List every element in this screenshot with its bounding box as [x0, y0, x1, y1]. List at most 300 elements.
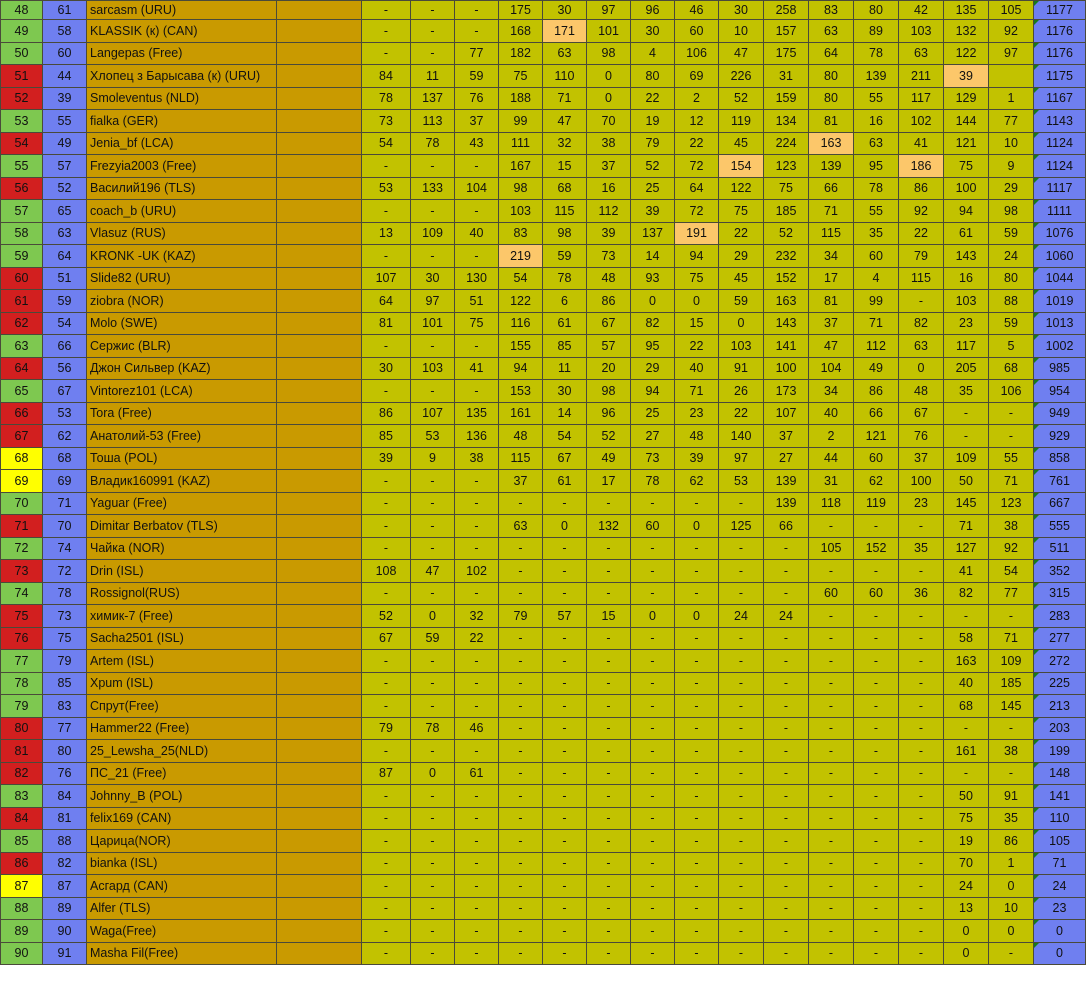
score-cell: -: [411, 200, 455, 223]
score-cell: -: [989, 762, 1034, 785]
player-name-cell: Василий196 (TLS): [87, 177, 277, 200]
player-name-cell: Artem (ISL): [87, 650, 277, 673]
score-cell: 75: [455, 312, 499, 335]
rank-cell: 71: [1, 515, 43, 538]
spacer-cell: [277, 200, 362, 223]
total-score-cell: 24: [1034, 875, 1086, 898]
score-cell: 71: [809, 200, 854, 223]
score-cell: 0: [411, 605, 455, 628]
player-name-cell: Hammer22 (Free): [87, 717, 277, 740]
score-cell: 49: [587, 447, 631, 470]
score-cell: 100: [944, 177, 989, 200]
score-cell: 38: [587, 132, 631, 155]
player-name-cell: Alfer (TLS): [87, 897, 277, 920]
score-cell: 50: [944, 785, 989, 808]
score-cell: 68: [989, 357, 1034, 380]
score-cell: 139: [764, 492, 809, 515]
score-cell: -: [411, 380, 455, 403]
score-cell: 96: [631, 1, 675, 20]
total-score-cell: 277: [1034, 627, 1086, 650]
score-cell: 0: [989, 875, 1034, 898]
spacer-cell: [277, 132, 362, 155]
score-cell: 80: [854, 1, 899, 20]
score-cell: 100: [764, 357, 809, 380]
score-cell: 16: [944, 267, 989, 290]
score-cell: 115: [543, 200, 587, 223]
rank-cell: 69: [1, 470, 43, 493]
score-cell: 41: [899, 132, 944, 155]
previous-rank-cell: 87: [43, 875, 87, 898]
total-score-cell: 225: [1034, 672, 1086, 695]
total-score-cell: 71: [1034, 852, 1086, 875]
score-cell: 64: [675, 177, 719, 200]
score-cell: -: [411, 785, 455, 808]
score-cell: 50: [944, 470, 989, 493]
player-name-cell: KRONK -UK (KAZ): [87, 245, 277, 268]
total-score-cell: 1176: [1034, 42, 1086, 65]
score-cell: -: [675, 582, 719, 605]
score-cell: -: [719, 920, 764, 943]
score-cell: 59: [719, 290, 764, 313]
score-cell: 68: [543, 177, 587, 200]
score-cell: -: [719, 627, 764, 650]
score-cell: -: [989, 402, 1034, 425]
score-cell: 23: [675, 402, 719, 425]
score-cell: 34: [809, 380, 854, 403]
score-cell: -: [362, 380, 411, 403]
score-cell: 103: [899, 20, 944, 43]
score-cell: 108: [362, 560, 411, 583]
score-cell: -: [675, 717, 719, 740]
score-cell: 39: [362, 447, 411, 470]
spacer-cell: [277, 560, 362, 583]
spacer-cell: [277, 807, 362, 830]
score-cell: 35: [944, 380, 989, 403]
score-cell: 16: [854, 110, 899, 133]
score-cell: -: [899, 290, 944, 313]
score-cell: -: [499, 672, 543, 695]
score-cell: -: [455, 200, 499, 223]
score-cell: -: [854, 762, 899, 785]
score-cell: 219: [499, 245, 543, 268]
total-score-cell: 949: [1034, 402, 1086, 425]
score-cell: 76: [455, 87, 499, 110]
previous-rank-cell: 79: [43, 650, 87, 673]
score-cell: -: [719, 830, 764, 853]
table-row: [1, 245, 1086, 268]
total-score-cell: 1044: [1034, 267, 1086, 290]
score-cell: 97: [719, 447, 764, 470]
score-cell: 137: [631, 222, 675, 245]
spacer-cell: [277, 245, 362, 268]
score-cell: 63: [499, 515, 543, 538]
score-cell: -: [411, 695, 455, 718]
score-cell: 59: [455, 65, 499, 88]
table-row: [1, 87, 1086, 110]
table-row: [1, 177, 1086, 200]
score-cell: -: [854, 897, 899, 920]
score-cell: -: [899, 717, 944, 740]
player-name-cell: Masha Fil(Free): [87, 942, 277, 965]
score-cell: -: [362, 852, 411, 875]
score-cell: -: [854, 785, 899, 808]
score-cell: -: [899, 830, 944, 853]
player-name-cell: Чайка (NOR): [87, 537, 277, 560]
player-name-cell: Tora (Free): [87, 402, 277, 425]
score-cell: -: [411, 492, 455, 515]
player-name-cell: Царица(NOR): [87, 830, 277, 853]
score-cell: -: [675, 740, 719, 763]
score-cell: -: [899, 560, 944, 583]
score-cell: -: [719, 740, 764, 763]
score-cell: 83: [809, 1, 854, 20]
spacer-cell: [277, 942, 362, 965]
previous-rank-cell: 81: [43, 807, 87, 830]
score-cell: -: [499, 717, 543, 740]
score-cell: -: [809, 672, 854, 695]
score-cell: 37: [764, 425, 809, 448]
score-cell: 53: [362, 177, 411, 200]
score-cell: -: [455, 492, 499, 515]
score-cell: 0: [719, 312, 764, 335]
previous-rank-cell: 49: [43, 132, 87, 155]
score-cell: 30: [543, 1, 587, 20]
score-cell: -: [411, 897, 455, 920]
score-cell: 73: [587, 245, 631, 268]
score-cell: -: [631, 695, 675, 718]
score-cell: -: [719, 695, 764, 718]
score-cell: 14: [631, 245, 675, 268]
score-cell: -: [854, 695, 899, 718]
score-cell: -: [854, 627, 899, 650]
spacer-cell: [277, 470, 362, 493]
score-cell: 9: [411, 447, 455, 470]
score-cell: 182: [499, 42, 543, 65]
score-cell: 30: [362, 357, 411, 380]
score-cell: -: [587, 537, 631, 560]
previous-rank-cell: 80: [43, 740, 87, 763]
score-cell: 106: [989, 380, 1034, 403]
player-name-cell: ziobra (NOR): [87, 290, 277, 313]
score-cell: 80: [809, 65, 854, 88]
score-cell: -: [675, 650, 719, 673]
score-cell: 88: [989, 290, 1034, 313]
score-cell: 143: [764, 312, 809, 335]
score-cell: 43: [455, 132, 499, 155]
spacer-cell: [277, 582, 362, 605]
score-cell: -: [587, 920, 631, 943]
score-cell: -: [362, 515, 411, 538]
score-cell: -: [719, 672, 764, 695]
score-cell: 19: [631, 110, 675, 133]
score-cell: 0: [543, 515, 587, 538]
score-cell: 109: [411, 222, 455, 245]
score-cell: 77: [989, 110, 1034, 133]
score-cell: -: [543, 672, 587, 695]
rank-cell: 58: [1, 222, 43, 245]
score-cell: -: [455, 515, 499, 538]
spacer-cell: [277, 447, 362, 470]
score-cell: 39: [587, 222, 631, 245]
score-cell: -: [411, 515, 455, 538]
previous-rank-cell: 65: [43, 200, 87, 223]
score-cell: 31: [764, 65, 809, 88]
score-cell: -: [455, 245, 499, 268]
score-cell: 67: [899, 402, 944, 425]
standings-body: [1, 1, 1086, 965]
rank-cell: 55: [1, 155, 43, 178]
previous-rank-cell: 71: [43, 492, 87, 515]
score-cell: -: [631, 897, 675, 920]
score-cell: 12: [675, 110, 719, 133]
score-cell: -: [854, 875, 899, 898]
score-cell: -: [362, 470, 411, 493]
score-cell: 15: [587, 605, 631, 628]
score-cell: 70: [944, 852, 989, 875]
score-cell: -: [854, 515, 899, 538]
player-name-cell: Xpum (ISL): [87, 672, 277, 695]
score-cell: -: [543, 830, 587, 853]
score-cell: -: [764, 920, 809, 943]
score-cell: 39: [631, 200, 675, 223]
score-cell: -: [411, 852, 455, 875]
score-cell: -: [854, 650, 899, 673]
score-cell: 40: [455, 222, 499, 245]
score-cell: 62: [854, 470, 899, 493]
player-name-cell: Vlasuz (RUS): [87, 222, 277, 245]
score-cell: 46: [675, 1, 719, 20]
score-cell: 71: [989, 627, 1034, 650]
score-cell: 0: [944, 920, 989, 943]
score-cell: 112: [854, 335, 899, 358]
score-cell: 91: [989, 785, 1034, 808]
score-cell: 111: [499, 132, 543, 155]
score-cell: -: [362, 672, 411, 695]
player-name-cell: felix169 (CAN): [87, 807, 277, 830]
spacer-cell: [277, 897, 362, 920]
score-cell: 52: [587, 425, 631, 448]
spacer-cell: [277, 762, 362, 785]
score-cell: -: [899, 785, 944, 808]
previous-rank-cell: 83: [43, 695, 87, 718]
score-cell: 135: [455, 402, 499, 425]
score-cell: 155: [499, 335, 543, 358]
score-cell: -: [631, 672, 675, 695]
previous-rank-cell: 85: [43, 672, 87, 695]
score-cell: 0: [989, 920, 1034, 943]
score-cell: 191: [675, 222, 719, 245]
score-cell: -: [362, 695, 411, 718]
score-cell: 24: [989, 245, 1034, 268]
score-cell: -: [631, 785, 675, 808]
spacer-cell: [277, 380, 362, 403]
score-cell: 119: [854, 492, 899, 515]
score-cell: 96: [587, 402, 631, 425]
score-cell: -: [499, 650, 543, 673]
score-cell: -: [899, 515, 944, 538]
score-cell: 37: [587, 155, 631, 178]
score-cell: -: [899, 875, 944, 898]
score-cell: -: [854, 672, 899, 695]
total-score-cell: 283: [1034, 605, 1086, 628]
score-cell: 70: [587, 110, 631, 133]
score-cell: 103: [499, 200, 543, 223]
table-row: [1, 380, 1086, 403]
score-cell: -: [411, 1, 455, 20]
score-cell: 41: [455, 357, 499, 380]
score-cell: -: [411, 42, 455, 65]
score-cell: -: [362, 920, 411, 943]
total-score-cell: 1019: [1034, 290, 1086, 313]
previous-rank-cell: 74: [43, 537, 87, 560]
score-cell: -: [944, 717, 989, 740]
score-cell: 97: [587, 1, 631, 20]
score-cell: -: [944, 425, 989, 448]
score-cell: 67: [587, 312, 631, 335]
score-cell: 31: [809, 470, 854, 493]
score-cell: -: [411, 537, 455, 560]
score-cell: -: [854, 740, 899, 763]
score-cell: 175: [764, 42, 809, 65]
previous-rank-cell: 39: [43, 87, 87, 110]
score-cell: -: [362, 42, 411, 65]
score-cell: 122: [499, 290, 543, 313]
score-cell: 35: [989, 807, 1034, 830]
score-cell: 224: [764, 132, 809, 155]
score-cell: 75: [944, 155, 989, 178]
score-cell: 35: [854, 222, 899, 245]
player-name-cell: 25_Lewsha_25(NLD): [87, 740, 277, 763]
score-cell: -: [719, 852, 764, 875]
score-cell: -: [631, 717, 675, 740]
score-cell: -: [764, 942, 809, 965]
total-score-cell: 1167: [1034, 87, 1086, 110]
score-cell: -: [764, 717, 809, 740]
player-name-cell: coach_b (URU): [87, 200, 277, 223]
player-name-cell: Molo (SWE): [87, 312, 277, 335]
score-cell: 0: [411, 762, 455, 785]
score-cell: 24: [764, 605, 809, 628]
rank-cell: 52: [1, 87, 43, 110]
table-row: [1, 20, 1086, 43]
score-cell: 54: [989, 560, 1034, 583]
table-row: [1, 447, 1086, 470]
score-cell: -: [719, 560, 764, 583]
score-cell: -: [499, 830, 543, 853]
score-cell: 99: [499, 110, 543, 133]
score-cell: 45: [719, 267, 764, 290]
table-row: [1, 740, 1086, 763]
table-row: [1, 875, 1086, 898]
score-cell: 14: [543, 402, 587, 425]
spacer-cell: [277, 42, 362, 65]
score-cell: 0: [675, 515, 719, 538]
previous-rank-cell: 90: [43, 920, 87, 943]
score-cell: 10: [719, 20, 764, 43]
score-cell: 107: [764, 402, 809, 425]
spacer-cell: [277, 425, 362, 448]
previous-rank-cell: 51: [43, 267, 87, 290]
score-cell: 38: [989, 515, 1034, 538]
score-cell: -: [362, 537, 411, 560]
score-cell: 79: [362, 717, 411, 740]
score-cell: -: [455, 830, 499, 853]
score-cell: -: [499, 695, 543, 718]
score-cell: 26: [719, 380, 764, 403]
score-cell: -: [675, 695, 719, 718]
score-cell: -: [809, 717, 854, 740]
score-cell: -: [455, 672, 499, 695]
score-cell: 20: [587, 357, 631, 380]
score-cell: 46: [455, 717, 499, 740]
score-cell: -: [675, 830, 719, 853]
score-cell: -: [809, 740, 854, 763]
score-cell: 105: [989, 1, 1034, 20]
score-cell: -: [587, 650, 631, 673]
score-cell: 44: [809, 447, 854, 470]
score-cell: 23: [944, 312, 989, 335]
score-cell: 37: [499, 470, 543, 493]
score-cell: -: [764, 785, 809, 808]
score-cell: -: [411, 20, 455, 43]
score-cell: -: [854, 807, 899, 830]
score-cell: -: [899, 920, 944, 943]
table-row: [1, 110, 1086, 133]
score-cell: 78: [362, 87, 411, 110]
score-cell: 161: [944, 740, 989, 763]
score-cell: -: [587, 875, 631, 898]
table-row: [1, 830, 1086, 853]
score-cell: 132: [944, 20, 989, 43]
score-cell: 152: [854, 537, 899, 560]
score-cell: -: [499, 627, 543, 650]
score-cell: -: [455, 695, 499, 718]
score-cell: -: [675, 875, 719, 898]
table-row: [1, 942, 1086, 965]
score-cell: 66: [854, 402, 899, 425]
total-score-cell: 1176: [1034, 20, 1086, 43]
total-score-cell: 1076: [1034, 222, 1086, 245]
score-cell: -: [989, 717, 1034, 740]
player-name-cell: химик-7 (Free): [87, 605, 277, 628]
score-cell: 52: [764, 222, 809, 245]
score-cell: 83: [499, 222, 543, 245]
score-cell: -: [809, 875, 854, 898]
score-cell: 66: [764, 515, 809, 538]
score-cell: -: [899, 650, 944, 673]
score-cell: 34: [809, 245, 854, 268]
score-cell: 22: [899, 222, 944, 245]
table-row: [1, 155, 1086, 178]
score-cell: 17: [809, 267, 854, 290]
spacer-cell: [277, 785, 362, 808]
rank-cell: 60: [1, 267, 43, 290]
score-cell: 136: [455, 425, 499, 448]
rank-cell: 63: [1, 335, 43, 358]
score-cell: 52: [362, 605, 411, 628]
score-cell: 205: [944, 357, 989, 380]
score-cell: -: [543, 717, 587, 740]
total-score-cell: 985: [1034, 357, 1086, 380]
player-name-cell: fialka (GER): [87, 110, 277, 133]
player-name-cell: Асгард (CAN): [87, 875, 277, 898]
score-cell: -: [362, 492, 411, 515]
score-cell: 61: [944, 222, 989, 245]
rank-cell: 75: [1, 605, 43, 628]
rank-cell: 76: [1, 627, 43, 650]
score-cell: -: [899, 762, 944, 785]
total-score-cell: 929: [1034, 425, 1086, 448]
